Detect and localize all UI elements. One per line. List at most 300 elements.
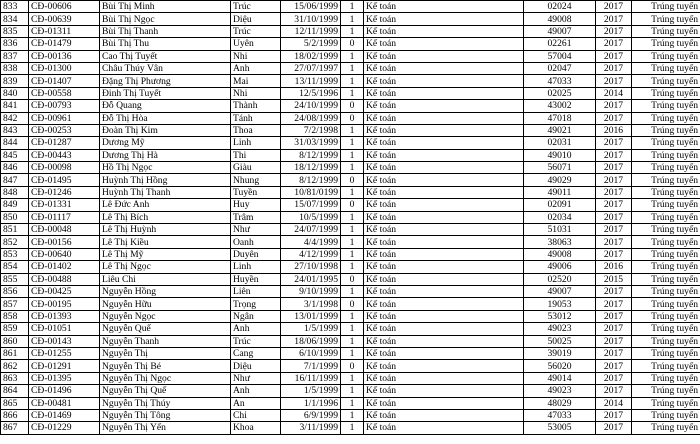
- table-row: [1, 1, 700, 13]
- given-name-cell: Linh: [231, 261, 281, 273]
- gender-cell: 0: [341, 112, 364, 124]
- surname-cell: Nguyễn Quế: [100, 323, 231, 335]
- year-cell: 2017: [596, 285, 632, 297]
- code-cell: 02047: [524, 62, 596, 74]
- code-cell: 02261: [524, 38, 596, 50]
- given-name-cell: Duyên: [231, 248, 281, 260]
- surname-cell: Dương Thị Hà: [100, 149, 231, 161]
- gender-cell: 0: [341, 199, 364, 211]
- given-name-cell: Mai: [231, 75, 281, 87]
- birth-date-cell: 9/10/1999: [281, 285, 341, 297]
- birth-date-cell: 18/12/1999: [281, 162, 341, 174]
- row-number-cell: 859: [1, 323, 29, 335]
- gender-cell: 0: [341, 273, 364, 285]
- given-name-cell: Trúc: [231, 25, 281, 37]
- code-cell: 49008: [524, 13, 596, 25]
- candidate-id-cell: CĐ-00640: [29, 248, 100, 260]
- candidate-id-cell: CĐ-00793: [29, 100, 100, 112]
- result-cell: Trúng tuyển: [632, 62, 700, 74]
- major-cell: Kế toán: [364, 162, 524, 174]
- birth-date-cell: 13/11/1999: [281, 75, 341, 87]
- given-name-cell: Anh: [231, 385, 281, 397]
- candidate-id-cell: CĐ-01402: [29, 261, 100, 273]
- given-name-cell: Anh: [231, 323, 281, 335]
- result-cell: Trúng tuyển: [632, 273, 700, 285]
- code-cell: 49014: [524, 372, 596, 384]
- result-cell: Trúng tuyển: [632, 310, 700, 322]
- surname-cell: Lê Thị Mỹ: [100, 248, 231, 260]
- code-cell: 02034: [524, 211, 596, 223]
- table-row: [1, 162, 700, 174]
- birth-date-cell: 31/10/1999: [281, 13, 341, 25]
- given-name-cell: Thi: [231, 149, 281, 161]
- code-cell: 02025: [524, 87, 596, 99]
- row-number-cell: 846: [1, 162, 29, 174]
- year-cell: 2017: [596, 372, 632, 384]
- code-cell: 56071: [524, 162, 596, 174]
- gender-cell: 1: [341, 13, 364, 25]
- candidate-id-cell: CĐ-01117: [29, 211, 100, 223]
- given-name-cell: Khoa: [231, 422, 281, 434]
- year-cell: 2017: [596, 25, 632, 37]
- row-number-cell: 850: [1, 211, 29, 223]
- gender-cell: 0: [341, 38, 364, 50]
- given-name-cell: Nhung: [231, 174, 281, 186]
- result-cell: Trúng tuyển: [632, 137, 700, 149]
- gender-cell: 1: [341, 124, 364, 136]
- year-cell: 2017: [596, 162, 632, 174]
- major-cell: Kế toán: [364, 13, 524, 25]
- birth-date-cell: 5/2/1999: [281, 38, 341, 50]
- birth-date-cell: 16/11/1999: [281, 372, 341, 384]
- year-cell: 2017: [596, 335, 632, 347]
- major-cell: Kế toán: [364, 335, 524, 347]
- row-number-cell: 860: [1, 335, 29, 347]
- major-cell: Kế toán: [364, 112, 524, 124]
- table-row: [1, 335, 700, 347]
- year-cell: 2015: [596, 273, 632, 285]
- candidate-id-cell: CĐ-00253: [29, 124, 100, 136]
- candidate-id-cell: CĐ-01229: [29, 422, 100, 434]
- table-row: [1, 285, 700, 297]
- year-cell: 2017: [596, 224, 632, 236]
- birth-date-cell: 4/4/1999: [281, 236, 341, 248]
- major-cell: Kế toán: [364, 199, 524, 211]
- code-cell: 53012: [524, 310, 596, 322]
- code-cell: 53005: [524, 422, 596, 434]
- gender-cell: 1: [341, 385, 364, 397]
- surname-cell: Đinh Thị Tuyết: [100, 87, 231, 99]
- gender-cell: 1: [341, 335, 364, 347]
- row-number-cell: 838: [1, 62, 29, 74]
- year-cell: 2017: [596, 149, 632, 161]
- row-number-cell: 863: [1, 372, 29, 384]
- birth-date-cell: 6/9/1999: [281, 409, 341, 421]
- row-number-cell: 845: [1, 149, 29, 161]
- row-number-cell: 862: [1, 360, 29, 372]
- table-row: [1, 13, 700, 25]
- result-cell: Trúng tuyển: [632, 100, 700, 112]
- code-cell: 49021: [524, 124, 596, 136]
- year-cell: 2017: [596, 186, 632, 198]
- result-cell: Trúng tuyển: [632, 38, 700, 50]
- code-cell: 02031: [524, 137, 596, 149]
- candidate-id-cell: CĐ-01469: [29, 409, 100, 421]
- surname-cell: Đặng Thị Phương: [100, 75, 231, 87]
- birth-date-cell: 24/10/1999: [281, 100, 341, 112]
- row-number-cell: 866: [1, 409, 29, 421]
- gender-cell: 1: [341, 422, 364, 434]
- year-cell: 2017: [596, 1, 632, 13]
- row-number-cell: 864: [1, 385, 29, 397]
- surname-cell: Nguyễn Thị Ngọc: [100, 372, 231, 384]
- candidate-id-cell: CĐ-00606: [29, 1, 100, 13]
- result-cell: Trúng tuyển: [632, 186, 700, 198]
- candidate-id-cell: CĐ-01051: [29, 323, 100, 335]
- table-row: [1, 236, 700, 248]
- major-cell: Kế toán: [364, 372, 524, 384]
- result-cell: Trúng tuyển: [632, 211, 700, 223]
- result-cell: Trúng tuyển: [632, 162, 700, 174]
- given-name-cell: Như: [231, 372, 281, 384]
- table-row: [1, 186, 700, 198]
- major-cell: Kế toán: [364, 100, 524, 112]
- surname-cell: Nguyễn Thị Quế: [100, 385, 231, 397]
- candidate-id-cell: CĐ-00481: [29, 397, 100, 409]
- major-cell: Kế toán: [364, 236, 524, 248]
- result-cell: Trúng tuyển: [632, 199, 700, 211]
- result-cell: Trúng tuyển: [632, 409, 700, 421]
- result-cell: Trúng tuyển: [632, 25, 700, 37]
- given-name-cell: Trúc: [231, 1, 281, 13]
- row-number-cell: 851: [1, 224, 29, 236]
- candidate-id-cell: CĐ-00425: [29, 285, 100, 297]
- code-cell: 02520: [524, 273, 596, 285]
- table-row: [1, 211, 700, 223]
- birth-date-cell: 15/06/1999: [281, 1, 341, 13]
- gender-cell: 1: [341, 261, 364, 273]
- result-cell: Trúng tuyển: [632, 236, 700, 248]
- year-cell: 2017: [596, 323, 632, 335]
- candidate-id-cell: CĐ-01311: [29, 25, 100, 37]
- gender-cell: 1: [341, 50, 364, 62]
- table-row: [1, 323, 700, 335]
- surname-cell: Bùi Thị Ngọc: [100, 13, 231, 25]
- code-cell: 49007: [524, 285, 596, 297]
- table-row: [1, 75, 700, 87]
- gender-cell: 1: [341, 397, 364, 409]
- surname-cell: Bùi Thị Thu: [100, 38, 231, 50]
- row-number-cell: 852: [1, 236, 29, 248]
- candidate-id-cell: CĐ-01495: [29, 174, 100, 186]
- surname-cell: Nguyễn Thanh: [100, 335, 231, 347]
- major-cell: Kế toán: [364, 261, 524, 273]
- birth-date-cell: 1/5/1999: [281, 323, 341, 335]
- code-cell: 19053: [524, 298, 596, 310]
- given-name-cell: Liên: [231, 285, 281, 297]
- birth-date-cell: 31/03/1999: [281, 137, 341, 149]
- surname-cell: Lê Thị Kiều: [100, 236, 231, 248]
- major-cell: Kế toán: [364, 25, 524, 37]
- surname-cell: Nguyễn Thị Bé: [100, 360, 231, 372]
- result-cell: Trúng tuyển: [632, 298, 700, 310]
- candidate-id-cell: CĐ-00048: [29, 224, 100, 236]
- surname-cell: Nguyễn Thị: [100, 347, 231, 359]
- surname-cell: Nguyễn Thị Yến: [100, 422, 231, 434]
- row-number-cell: 844: [1, 137, 29, 149]
- surname-cell: Liêu Chi: [100, 273, 231, 285]
- given-name-cell: Nhi: [231, 50, 281, 62]
- surname-cell: Đỗ Thị Hòa: [100, 112, 231, 124]
- table-row: [1, 397, 700, 409]
- code-cell: 47033: [524, 409, 596, 421]
- given-name-cell: Thoa: [231, 124, 281, 136]
- result-cell: Trúng tuyển: [632, 397, 700, 409]
- birth-date-cell: 27/10/1998: [281, 261, 341, 273]
- table-row: [1, 87, 700, 99]
- birth-date-cell: 3/1/1998: [281, 298, 341, 310]
- birth-date-cell: 27/07/1997: [281, 62, 341, 74]
- gender-cell: 0: [341, 360, 364, 372]
- major-cell: Kế toán: [364, 385, 524, 397]
- row-number-cell: 853: [1, 248, 29, 260]
- major-cell: Kế toán: [364, 62, 524, 74]
- code-cell: 49008: [524, 248, 596, 260]
- row-number-cell: 849: [1, 199, 29, 211]
- gender-cell: 1: [341, 347, 364, 359]
- candidate-id-cell: CĐ-00639: [29, 13, 100, 25]
- major-cell: Kế toán: [364, 149, 524, 161]
- birth-date-cell: 13/01/1999: [281, 310, 341, 322]
- surname-cell: Lê Đức Anh: [100, 199, 231, 211]
- given-name-cell: Uyên: [231, 38, 281, 50]
- given-name-cell: Ngân: [231, 310, 281, 322]
- surname-cell: Nguyễn Ngọc: [100, 310, 231, 322]
- table-row: [1, 298, 700, 310]
- birth-date-cell: 10/5/1999: [281, 211, 341, 223]
- birth-date-cell: 7/1/1999: [281, 360, 341, 372]
- code-cell: 57004: [524, 50, 596, 62]
- row-number-cell: 841: [1, 100, 29, 112]
- code-cell: 49029: [524, 174, 596, 186]
- table-row: [1, 25, 700, 37]
- major-cell: Kế toán: [364, 347, 524, 359]
- surname-cell: Châu Thúy Vân: [100, 62, 231, 74]
- major-cell: Kế toán: [364, 248, 524, 260]
- surname-cell: Cao Thị Tuyết: [100, 50, 231, 62]
- row-number-cell: 867: [1, 422, 29, 434]
- year-cell: 2016: [596, 124, 632, 136]
- year-cell: 2017: [596, 199, 632, 211]
- surname-cell: Nguyễn Thị Thúy: [100, 397, 231, 409]
- code-cell: 02024: [524, 1, 596, 13]
- birth-date-cell: 10/81/0199: [281, 186, 341, 198]
- surname-cell: Lê Thị Huỳnh: [100, 224, 231, 236]
- major-cell: Kế toán: [364, 50, 524, 62]
- given-name-cell: Trâm: [231, 211, 281, 223]
- row-number-cell: 843: [1, 124, 29, 136]
- result-cell: Trúng tuyển: [632, 149, 700, 161]
- code-cell: 02091: [524, 199, 596, 211]
- major-cell: Kế toán: [364, 224, 524, 236]
- birth-date-cell: 7/2/1998: [281, 124, 341, 136]
- row-number-cell: 848: [1, 186, 29, 198]
- birth-date-cell: 8/12/1999: [281, 149, 341, 161]
- table-row: [1, 422, 700, 434]
- given-name-cell: An: [231, 397, 281, 409]
- major-cell: Kế toán: [364, 174, 524, 186]
- given-name-cell: Tánh: [231, 112, 281, 124]
- row-number-cell: 855: [1, 273, 29, 285]
- surname-cell: Hồ Thị Ngọc: [100, 162, 231, 174]
- year-cell: 2017: [596, 75, 632, 87]
- year-cell: 2017: [596, 50, 632, 62]
- major-cell: Kế toán: [364, 360, 524, 372]
- table-row: [1, 409, 700, 421]
- major-cell: Kế toán: [364, 186, 524, 198]
- given-name-cell: Oanh: [231, 236, 281, 248]
- birth-date-cell: 8/12/1999: [281, 174, 341, 186]
- table-row: [1, 347, 700, 359]
- code-cell: 49006: [524, 261, 596, 273]
- birth-date-cell: 3/11/1999: [281, 422, 341, 434]
- year-cell: 2016: [596, 261, 632, 273]
- given-name-cell: Thành: [231, 100, 281, 112]
- given-name-cell: Giàu: [231, 162, 281, 174]
- gender-cell: 1: [341, 1, 364, 13]
- table-row: [1, 372, 700, 384]
- code-cell: 38063: [524, 236, 596, 248]
- table-row: [1, 62, 700, 74]
- result-cell: Trúng tuyển: [632, 261, 700, 273]
- row-number-cell: 840: [1, 87, 29, 99]
- major-cell: Kế toán: [364, 75, 524, 87]
- row-number-cell: 842: [1, 112, 29, 124]
- row-number-cell: 854: [1, 261, 29, 273]
- year-cell: 2017: [596, 360, 632, 372]
- candidate-id-cell: CĐ-00156: [29, 236, 100, 248]
- candidate-id-cell: CĐ-00098: [29, 162, 100, 174]
- gender-cell: 1: [341, 162, 364, 174]
- given-name-cell: Như: [231, 224, 281, 236]
- row-number-cell: 839: [1, 75, 29, 87]
- table-row: [1, 224, 700, 236]
- surname-cell: Nguyễn Hồng: [100, 285, 231, 297]
- code-cell: 50025: [524, 335, 596, 347]
- result-cell: Trúng tuyển: [632, 13, 700, 25]
- year-cell: 2014: [596, 87, 632, 99]
- code-cell: 47033: [524, 75, 596, 87]
- year-cell: 2017: [596, 211, 632, 223]
- row-number-cell: 835: [1, 25, 29, 37]
- year-cell: 2017: [596, 298, 632, 310]
- major-cell: Kế toán: [364, 211, 524, 223]
- gender-cell: 1: [341, 137, 364, 149]
- major-cell: Kế toán: [364, 409, 524, 421]
- result-cell: Trúng tuyển: [632, 323, 700, 335]
- given-name-cell: Huyền: [231, 273, 281, 285]
- table-row: [1, 38, 700, 50]
- given-name-cell: Diệu: [231, 13, 281, 25]
- birth-date-cell: 1/1/1996: [281, 397, 341, 409]
- birth-date-cell: 12/11/1999: [281, 25, 341, 37]
- given-name-cell: Cang: [231, 347, 281, 359]
- surname-cell: Nguyễn Thị Tông: [100, 409, 231, 421]
- major-cell: Kế toán: [364, 273, 524, 285]
- surname-cell: Bùi Thị Minh: [100, 1, 231, 13]
- birth-date-cell: 24/08/1999: [281, 112, 341, 124]
- result-cell: Trúng tuyển: [632, 75, 700, 87]
- table-row: [1, 137, 700, 149]
- result-cell: Trúng tuyển: [632, 1, 700, 13]
- table-row: [1, 360, 700, 372]
- code-cell: 49023: [524, 323, 596, 335]
- code-cell: 39019: [524, 347, 596, 359]
- table-row: [1, 100, 700, 112]
- birth-date-cell: 6/10/1999: [281, 347, 341, 359]
- surname-cell: Đỗ Quang: [100, 100, 231, 112]
- result-cell: Trúng tuyển: [632, 347, 700, 359]
- row-number-cell: 861: [1, 347, 29, 359]
- row-number-cell: 865: [1, 397, 29, 409]
- candidate-id-cell: CĐ-01496: [29, 385, 100, 397]
- table-row: [1, 50, 700, 62]
- row-number-cell: 837: [1, 50, 29, 62]
- major-cell: Kế toán: [364, 397, 524, 409]
- given-name-cell: Chi: [231, 409, 281, 421]
- candidate-id-cell: CĐ-01407: [29, 75, 100, 87]
- gender-cell: 1: [341, 409, 364, 421]
- gender-cell: 1: [341, 236, 364, 248]
- result-cell: Trúng tuyển: [632, 335, 700, 347]
- surname-cell: Lê Thị Bích: [100, 211, 231, 223]
- surname-cell: Huỳnh Thị Hồng: [100, 174, 231, 186]
- code-cell: 49011: [524, 186, 596, 198]
- major-cell: Kế toán: [364, 323, 524, 335]
- table-row: [1, 199, 700, 211]
- result-cell: Trúng tuyển: [632, 224, 700, 236]
- year-cell: 2017: [596, 310, 632, 322]
- birth-date-cell: 18/06/1999: [281, 335, 341, 347]
- major-cell: Kế toán: [364, 310, 524, 322]
- code-cell: 49007: [524, 25, 596, 37]
- candidate-id-cell: CĐ-01246: [29, 186, 100, 198]
- candidate-id-cell: CĐ-00143: [29, 335, 100, 347]
- table-row: [1, 112, 700, 124]
- major-cell: Kế toán: [364, 137, 524, 149]
- candidate-id-cell: CĐ-00443: [29, 149, 100, 161]
- table-row: [1, 149, 700, 161]
- candidate-id-cell: CĐ-01395: [29, 372, 100, 384]
- surname-cell: Huỳnh Thị Thanh: [100, 186, 231, 198]
- result-cell: Trúng tuyển: [632, 50, 700, 62]
- candidate-id-cell: CĐ-01331: [29, 199, 100, 211]
- gender-cell: 1: [341, 224, 364, 236]
- candidate-id-cell: CĐ-01479: [29, 38, 100, 50]
- result-cell: Trúng tuyển: [632, 372, 700, 384]
- birth-date-cell: 12/5/1996: [281, 87, 341, 99]
- table-row: [1, 124, 700, 136]
- major-cell: Kế toán: [364, 124, 524, 136]
- surname-cell: Dương Mỹ: [100, 137, 231, 149]
- given-name-cell: Linh: [231, 137, 281, 149]
- gender-cell: 1: [341, 372, 364, 384]
- given-name-cell: Trúc: [231, 335, 281, 347]
- surname-cell: Đoàn Thị Kim: [100, 124, 231, 136]
- table-row: [1, 174, 700, 186]
- candidate-id-cell: CĐ-01287: [29, 137, 100, 149]
- gender-cell: 1: [341, 248, 364, 260]
